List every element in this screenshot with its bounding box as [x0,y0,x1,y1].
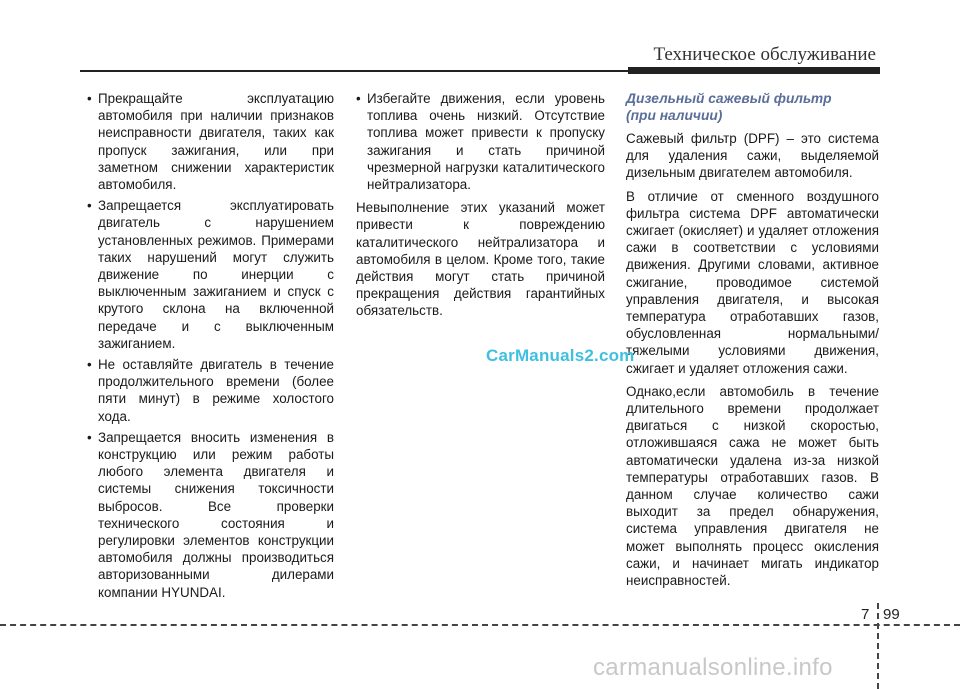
header-rule-accent [628,67,880,74]
body-paragraph: Сажевый фильтр (DPF) – это система для удаления сажи, выделяемой дизельным двигателем автомобиля. [626,131,879,181]
column-right [626,90,879,595]
bullet-list [356,90,605,193]
body-paragraph: В отличие от сменного воздушного фильтра система DPF автоматически сжигает (окисляет) и удаляет отложения сажи в соответствии с условиями движения. Другими словами, активное сжигание, проводимое системой управления двигателя, и высокая температура отработавших газов, обусловленная нормальными/тяжелыми условиями движения, сжигает и удаляет отложения сажи. [626,188,879,376]
watermark-carmanuals: CarManuals2.com [486,346,635,365]
body-paragraph: Невыполнение этих указаний может привести к повреждению каталитического нейтрализатора и автомобиля в целом. Кроме того, такие действия могут стать причиной прекращения действия гарантийных обязательств. [356,200,605,319]
bullet-item: • Запрещается эксплуатировать двигатель с нарушением установленных режимов. Примерами таких нарушений могут служить движение по инерции с выключенным зажиганием и спуск с крутого склона на включенной передаче и с выключенным зажиганием. [87,197,334,352]
bullet-list [87,90,334,601]
column-middle [356,90,605,326]
heading-line: (при наличии) [626,108,723,123]
body-paragraph: Однако,если автомобиль в течение длительного времени продолжает двигаться с низкой скоростью, отложившаяся сажа не может быть автоматически удалена из-за низкой температуры отработавших газов. В данном случае количество сажи выходит за предел обнаружения, система управления двигателя не может выполнять процесс окисления сажи, и начинает мигать индикатор неисправностей. [626,383,879,589]
chapter-number: 7 [861,606,870,623]
page-divider [877,603,879,689]
header-rule [80,70,628,72]
section-title: Техническое обслуживание [653,44,876,65]
bullet-item: • Избегайте движения, если уровень топлива очень низкий. Отсутствие топлива может привести к пропуску зажигания и стать причиной чрезмерной нагрузки каталитического нейтрализатора. [356,90,605,193]
page-number: 99 [883,606,900,623]
bullet-item: • Прекращайте эксплуатацию автомобиля при наличии признаков неисправности двигателя, таких как пропуск зажигания, или при заметном снижении характеристик автомобиля. [87,90,334,193]
bullet-item: • Не оставляйте двигатель в течение продолжительного времени (более пяти минут) в режиме холостого хода. [87,356,334,425]
footer-rule [0,624,960,626]
column-left [87,90,334,607]
section-heading [626,90,879,124]
watermark-site: carmanualsonline.info [593,654,833,681]
heading-line: Дизельный сажевый фильтр [626,91,832,106]
bullet-item: • Запрещается вносить изменения в конструкцию или режим работы любого элемента двигателя и системы снижения токсичности выбросов. Все проверки технического состояния и регулировки элементов конструкции автомобиля должны производиться авторизованными дилерами компании HYUNDAI. [87,429,334,601]
